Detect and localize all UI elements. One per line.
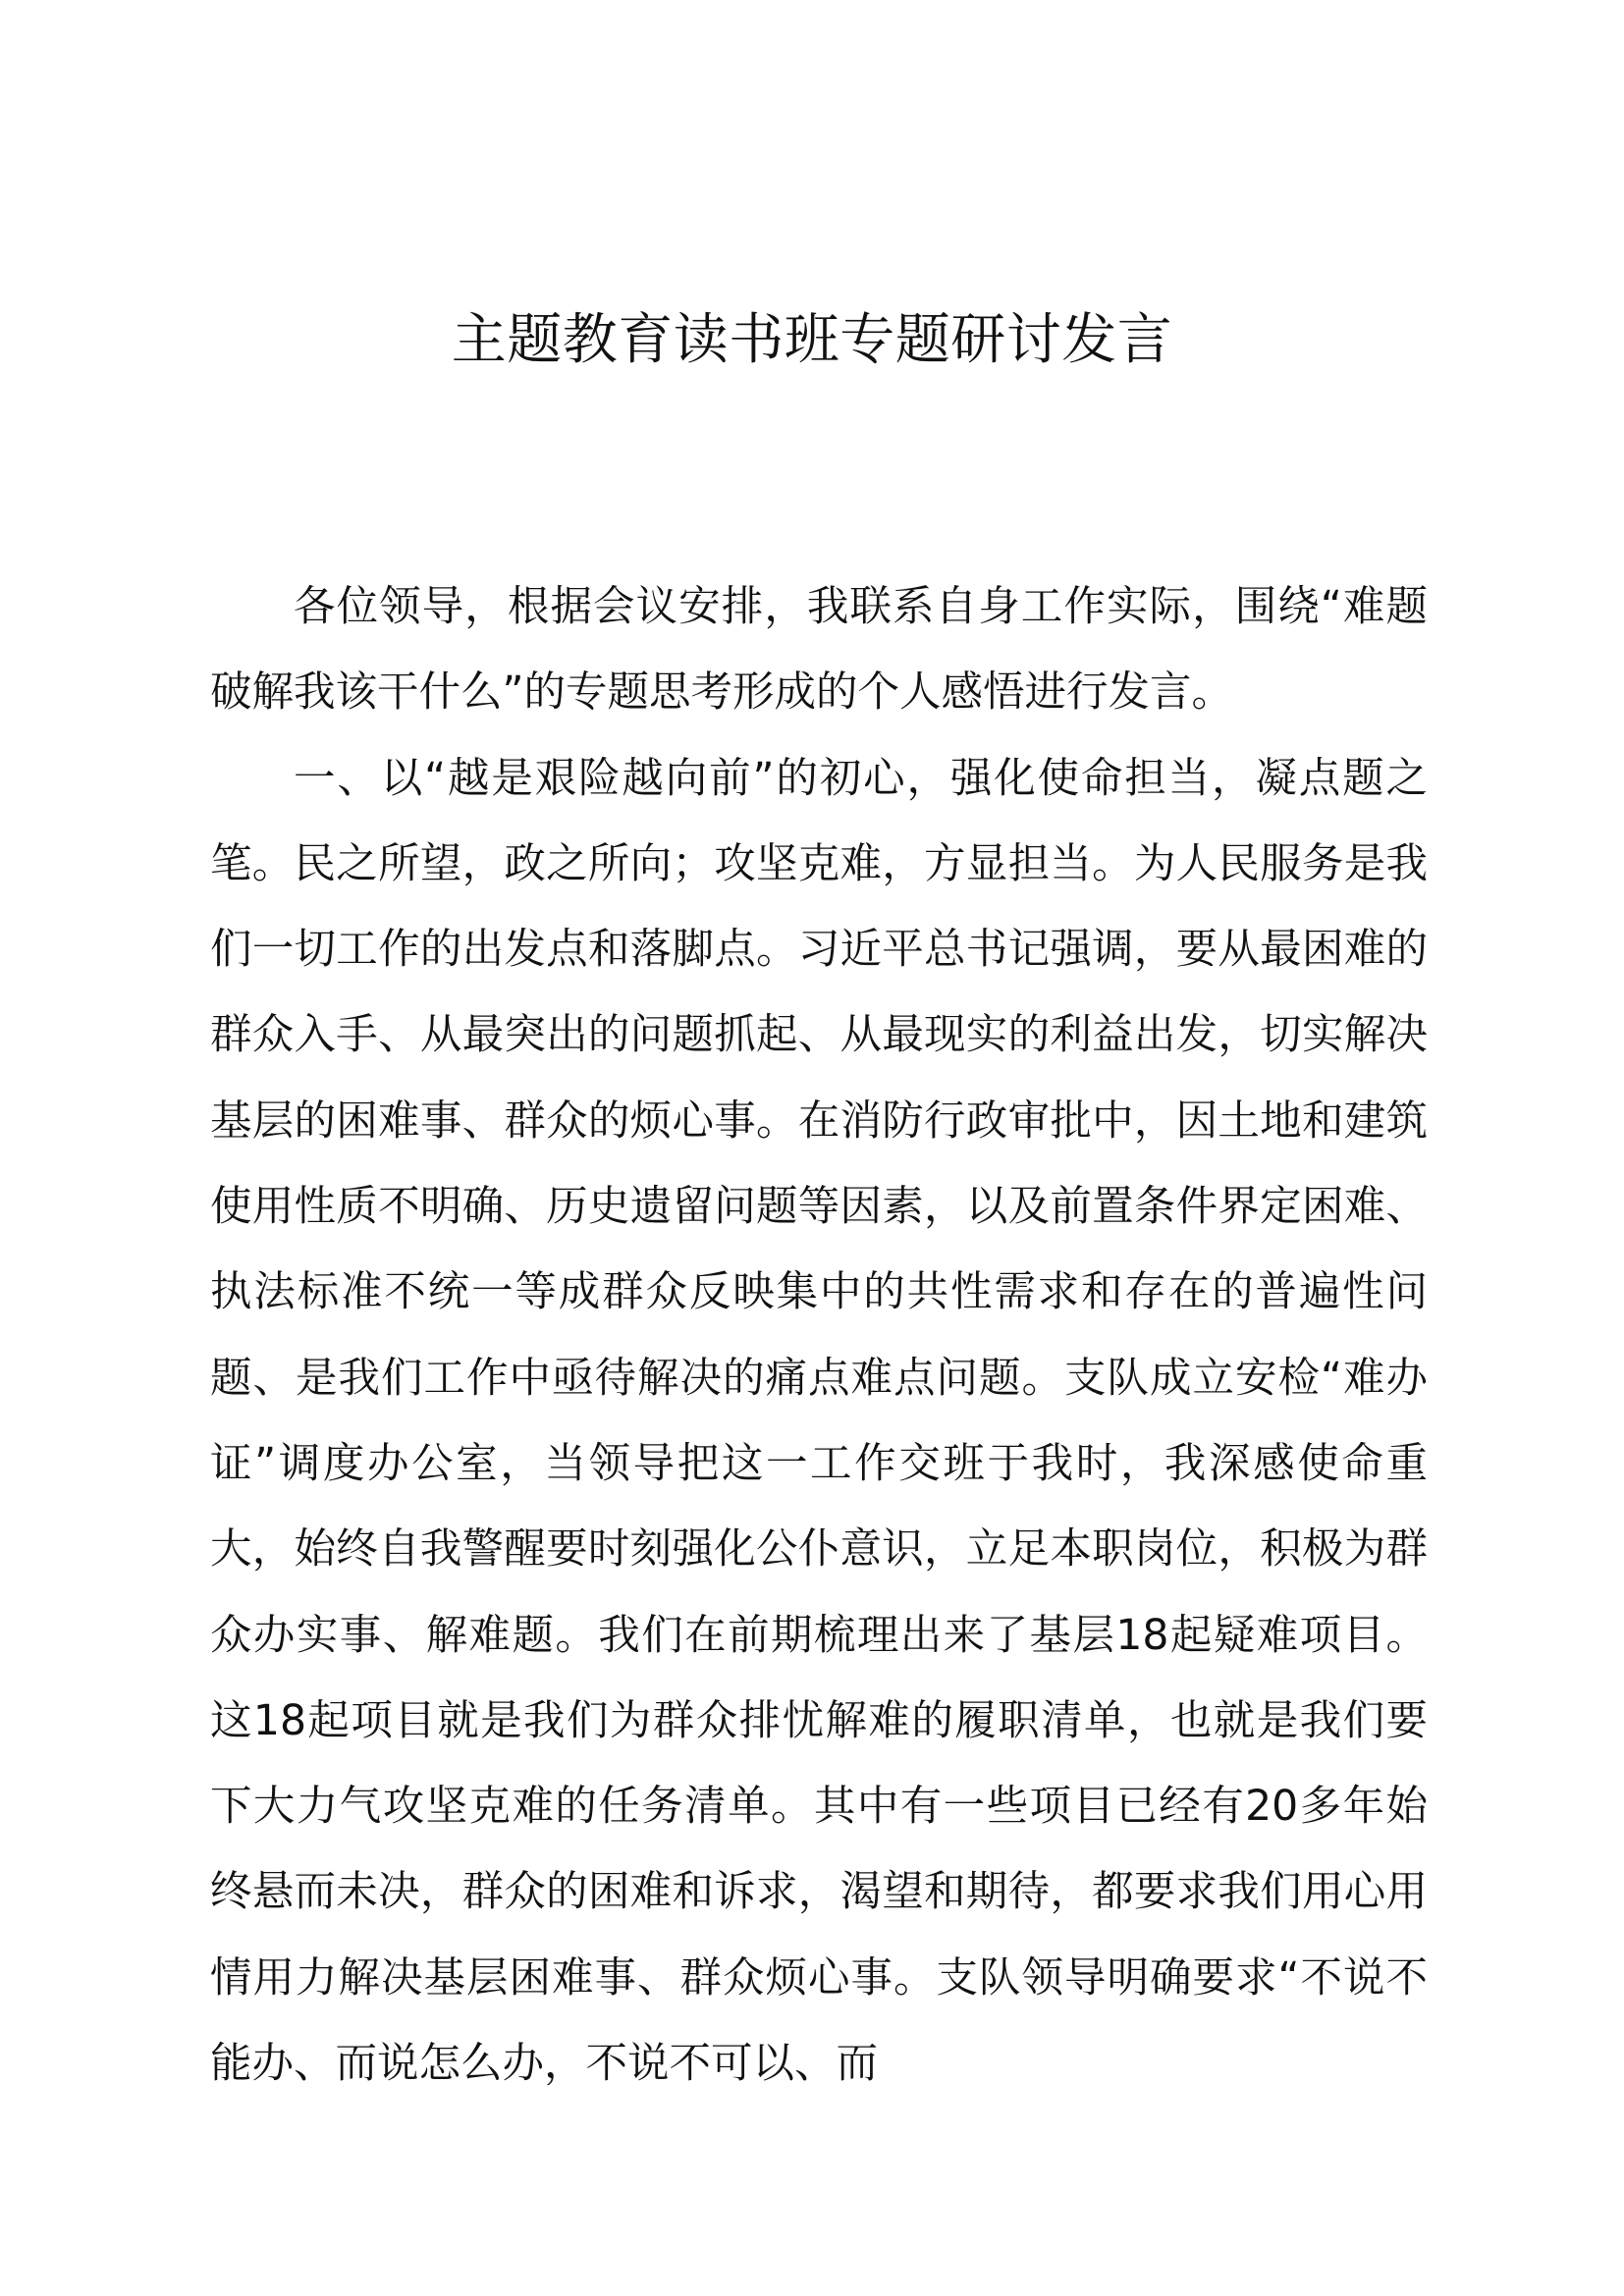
paragraph-section-one: 一、以“越是艰险越向前”的初心，强化使命担当，凝点题之笔。民之所望，政之所向；攻坚克难，方显担当。为人民服务是我们一切工作的出发点和落脚点。习近平总书记强调，要从最困难的群众入手、从最突出的问题抓起、从最现实的利益出发，切实解决基层的困难事、群众的烦心事。在消防行政审批中，因土地和建筑使用性质不明确、历史遗留问题等因素，以及前置条件界定困难、执法标准不统一等成群众反映集中的共性需求和存在的普遍性问题、是我们工作中亟待解决的痛点难点问题。支队成立安检“难办证”调度办公室，当领导把这一工作交班于我时，我深感使命重大，始终自我警醒要时刻强化公仆意识，立足本职岗位，积极为群众办实事、解难题。我们在前期梳理出来了基层18起疑难项目。这18起项目就是我们为群众排忧解难的履职清单，也就是我们要下大力气攻坚克难的任务清单。其中有一些项目已经有20多年始终悬而未决，群众的困难和诉求，渴望和期待，都要求我们用心用情用力解决基层困难事、群众烦心事。支队领导明确要求“不说不能办、而说怎么办，不说不可以、而: [210, 754, 1428, 2089]
document-body: [210, 564, 1428, 2107]
paragraph-intro: 各位领导，根据会议安排，我联系自身工作实际，围绕“难题破解我该干什么”的专题思考形成的个人感悟进行发言。: [210, 583, 1428, 718]
document-title: 主题教育读书班专题研讨发言: [451, 308, 1173, 372]
